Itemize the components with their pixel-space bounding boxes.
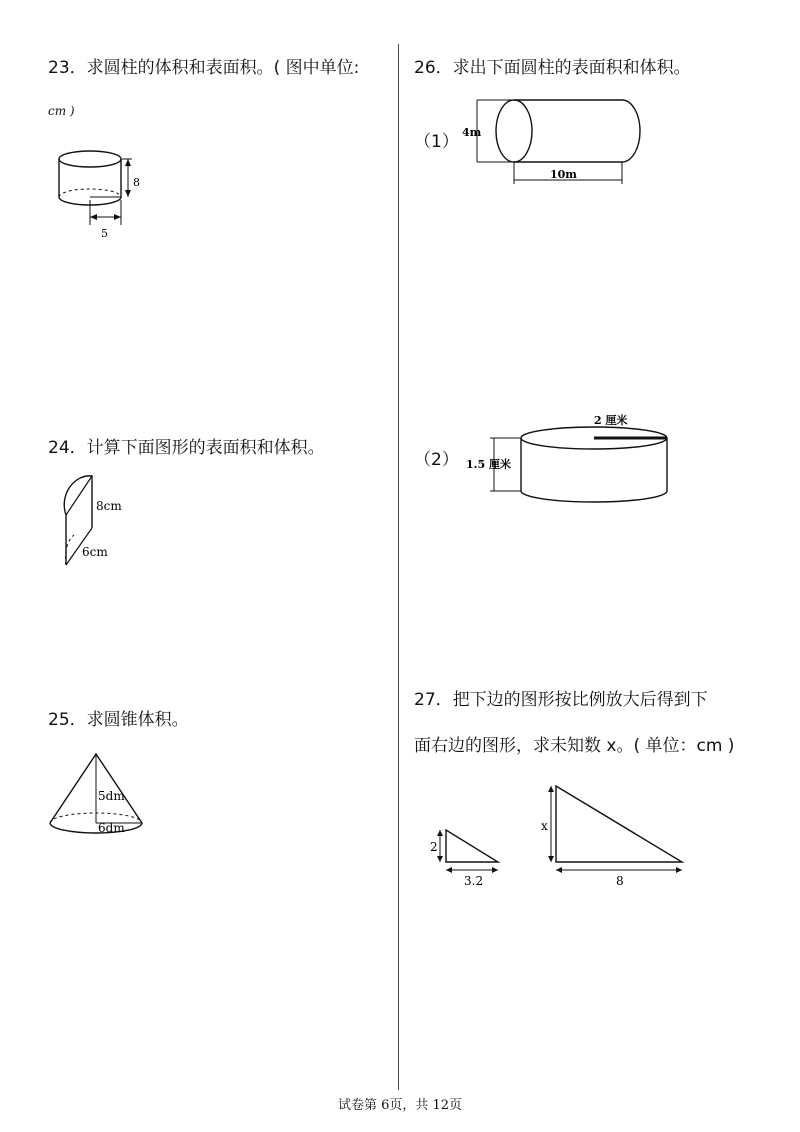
q26-2-radius-label: 2 厘米 bbox=[594, 414, 628, 427]
q24-radius-label: 6cm bbox=[82, 545, 108, 559]
cylinder-figure-26-2 bbox=[464, 408, 679, 503]
cone-figure-25 bbox=[44, 748, 154, 843]
q27-small-height-label: 2 bbox=[430, 840, 438, 854]
cylinder-figure-23 bbox=[40, 145, 160, 245]
half-cylinder-figure-24 bbox=[44, 470, 164, 580]
q23-radius-label: 5 bbox=[101, 227, 108, 240]
q25-radius-label: 6dm bbox=[98, 821, 125, 835]
q27-large-base-label: 8 bbox=[616, 874, 624, 888]
cylinder-figure-26-1 bbox=[462, 92, 652, 187]
question-23-text: 23．求圆柱的体积和表面积。( 图中单位: bbox=[48, 58, 360, 78]
question-26-text: 26．求出下面圆柱的表面积和体积。 bbox=[414, 58, 691, 78]
q26-part1-label: （1） bbox=[414, 132, 459, 152]
q26-1-diameter-label: 4m bbox=[462, 126, 482, 139]
q24-height-label: 8cm bbox=[96, 499, 122, 513]
question-23-unit: cm ) bbox=[48, 104, 75, 118]
q26-2-height-label: 1.5 厘米 bbox=[466, 458, 511, 471]
question-27-text-line2: 面右边的图形，求未知数 x。( 单位：cm ) bbox=[414, 736, 735, 756]
question-27-text-line1: 27．把下边的图形按比例放大后得到下 bbox=[414, 690, 708, 710]
q23-height-label: 8 bbox=[133, 176, 140, 189]
question-25-text: 25．求圆锥体积。 bbox=[48, 710, 189, 730]
small-triangle-figure-27 bbox=[426, 822, 506, 892]
q26-1-length-label: 10m bbox=[550, 168, 577, 181]
q27-large-height-label: x bbox=[541, 819, 548, 833]
large-triangle-figure-27 bbox=[538, 780, 688, 890]
q25-height-label: 5dm bbox=[98, 789, 125, 803]
question-24-text: 24．计算下面图形的表面积和体积。 bbox=[48, 438, 325, 458]
page-footer: 试卷第 6页，共 12页 bbox=[337, 1098, 463, 1113]
column-divider bbox=[398, 44, 399, 1090]
q27-small-base-label: 3.2 bbox=[464, 874, 484, 888]
q26-part2-label: （2） bbox=[414, 450, 459, 470]
